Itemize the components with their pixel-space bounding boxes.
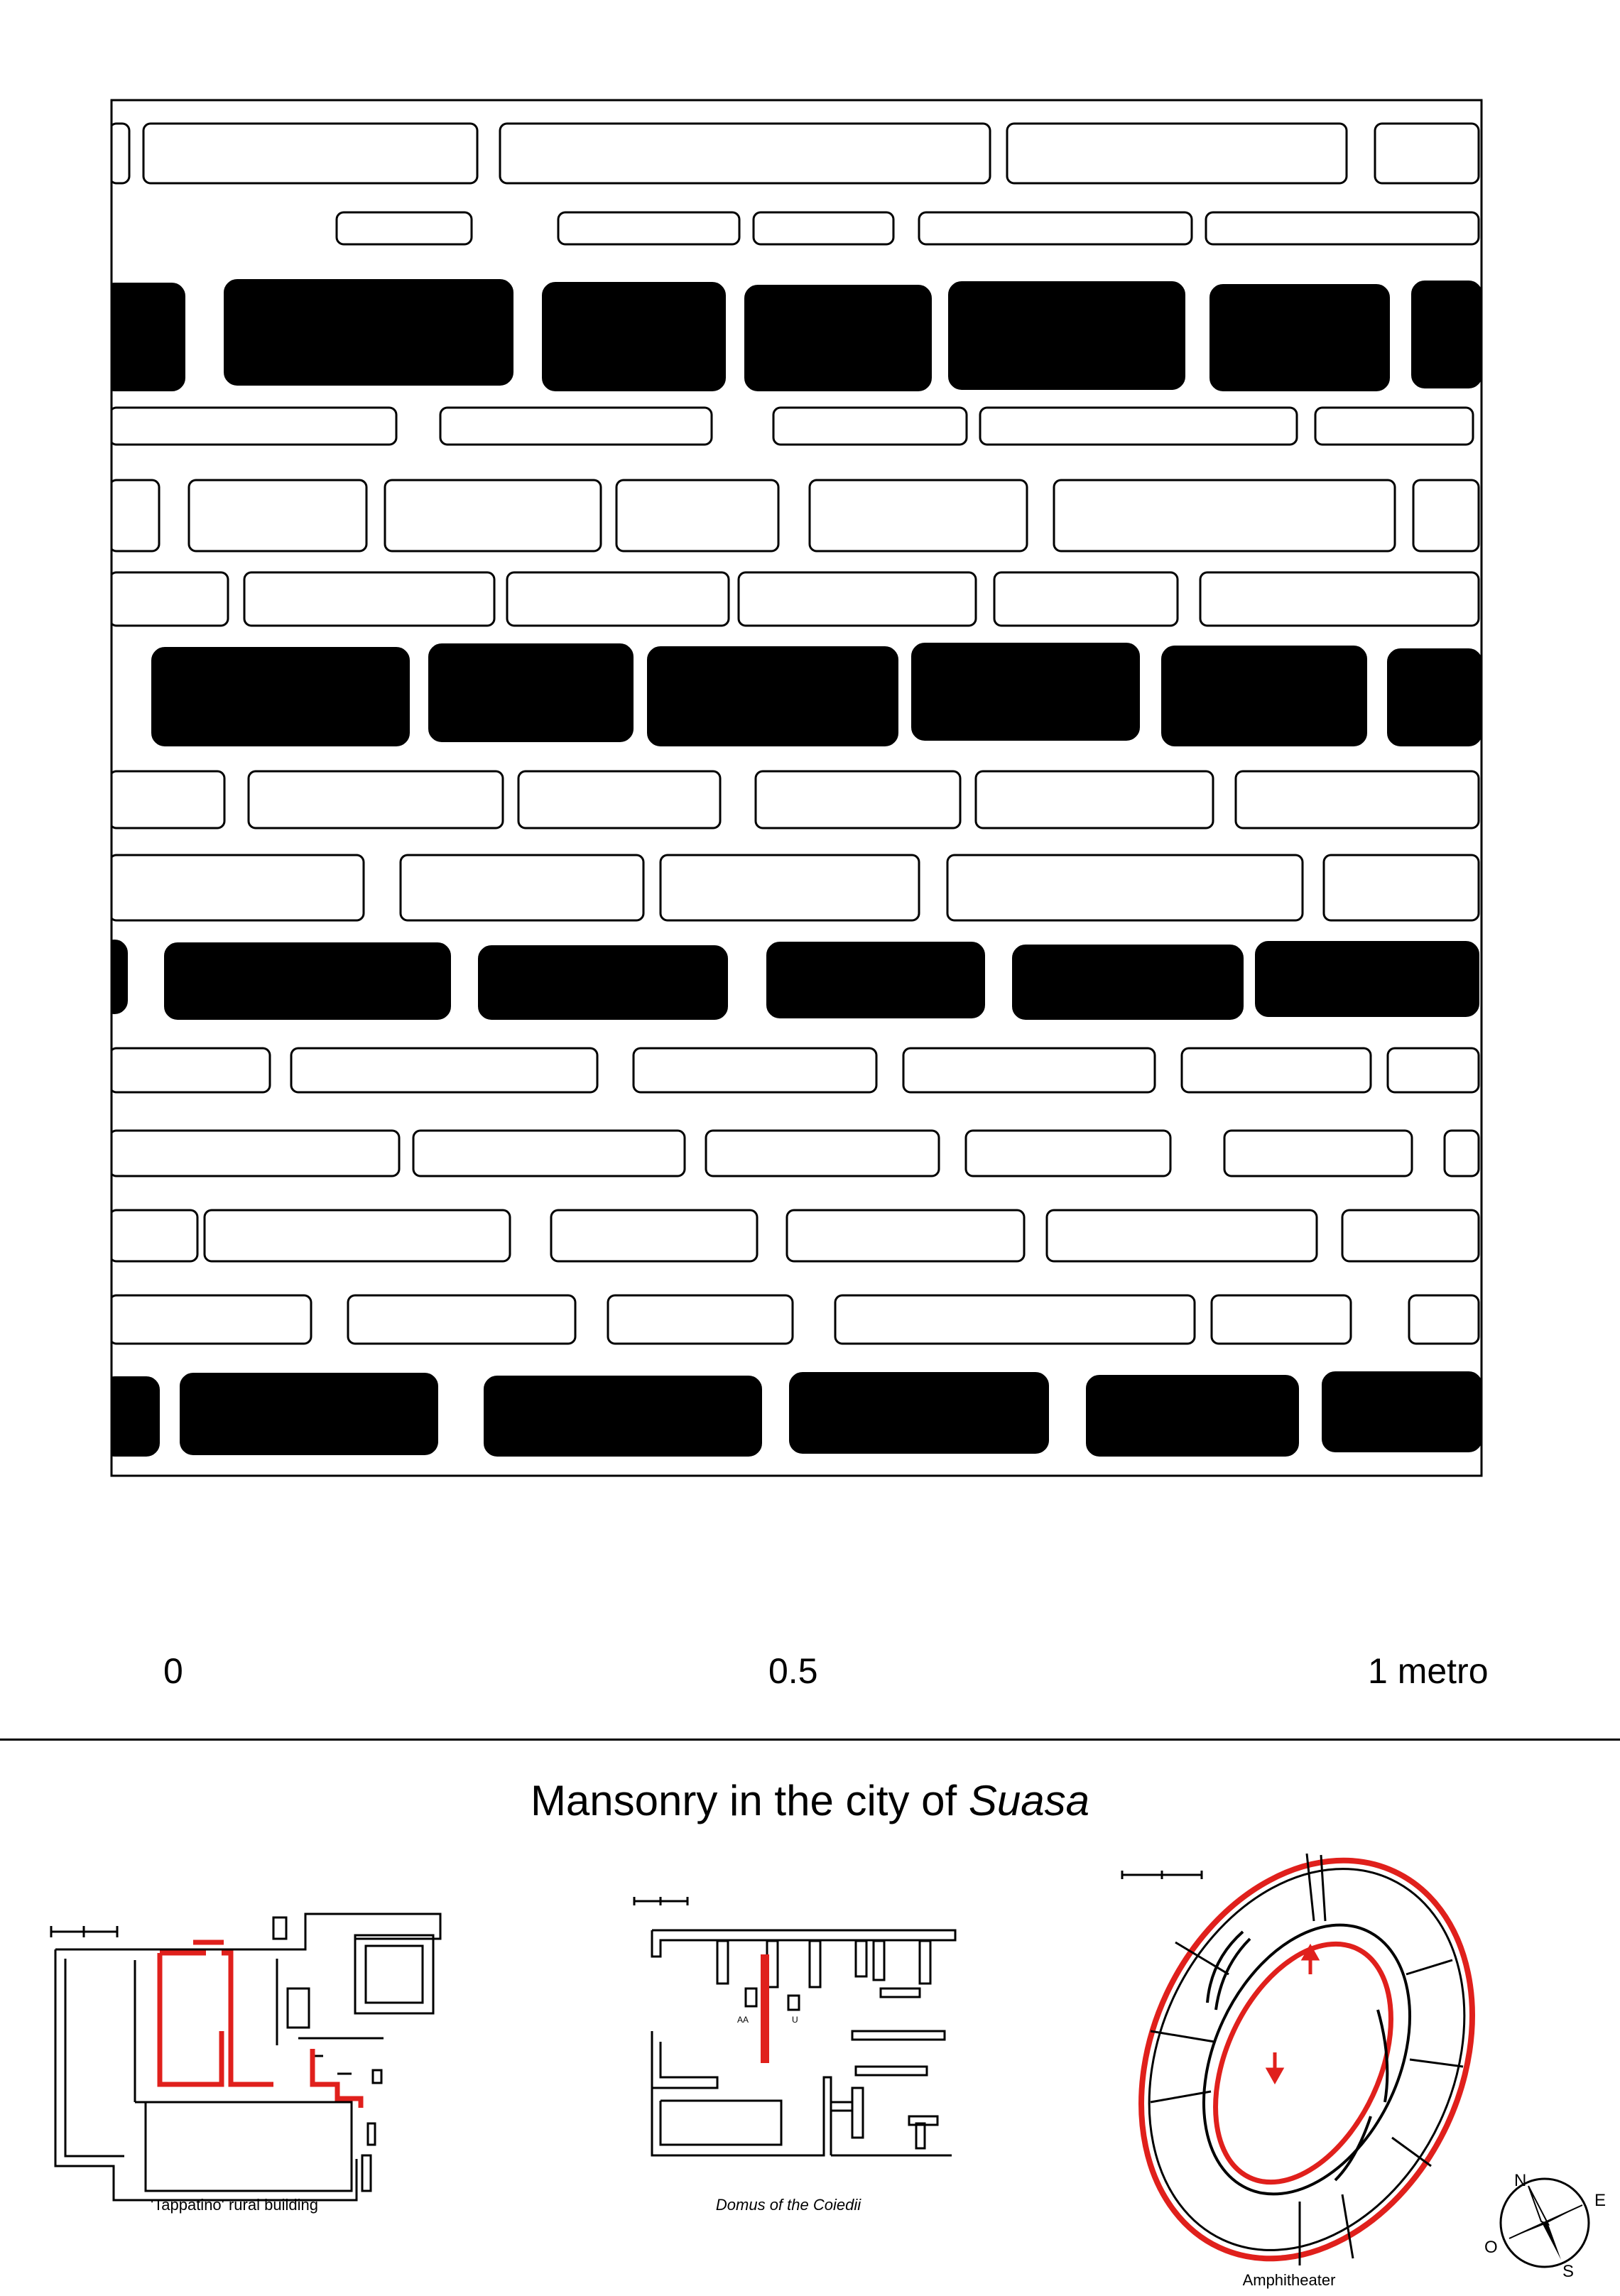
- stone-block: [787, 1210, 1024, 1261]
- amphitheater-scale-bar: [1122, 1871, 1202, 1879]
- stone-blocks: [102, 124, 1482, 1456]
- stone-block: [1200, 572, 1479, 626]
- dark-stone-block: [1412, 281, 1482, 388]
- room-label-aa: AA: [737, 2015, 749, 2025]
- stone-block: [994, 572, 1178, 626]
- dark-stone-block: [1388, 649, 1482, 746]
- tappatino-scale-bar: [51, 1926, 117, 1937]
- dark-stone-block: [224, 280, 513, 385]
- tappatino-caption: 'Tappatino' rural building: [151, 2196, 318, 2214]
- coiedii-caption: Domus of the Coiedii: [715, 2196, 861, 2214]
- stone-block: [1315, 408, 1473, 445]
- dark-stone-block: [429, 644, 633, 741]
- tappatino-highlighted-walls: [160, 1942, 361, 2108]
- stone-block: [966, 1131, 1170, 1176]
- stone-block: [1047, 1210, 1317, 1261]
- city-name: Suasa: [968, 1777, 1090, 1824]
- compass-letter-n: N: [1514, 2171, 1527, 2190]
- dark-stone-block: [790, 1373, 1048, 1453]
- stone-block: [291, 1048, 597, 1092]
- stone-block: [810, 480, 1027, 551]
- stone-block: [976, 771, 1213, 828]
- stone-block: [109, 1131, 399, 1176]
- stone-block: [773, 408, 967, 445]
- amphitheater-entrance-arrows: [1268, 1947, 1317, 2081]
- coiedii-plan: [634, 1897, 955, 2155]
- site-plans: [0, 1846, 1620, 2296]
- stone-block: [980, 408, 1297, 445]
- stone-block: [1182, 1048, 1371, 1092]
- dark-stone-block: [543, 283, 725, 391]
- stone-block: [205, 1210, 510, 1261]
- compass-letter-o: O: [1484, 2238, 1498, 2257]
- stone-block: [616, 480, 778, 551]
- stone-block: [1342, 1210, 1479, 1261]
- stone-block: [109, 480, 159, 551]
- stone-block: [1445, 1131, 1479, 1176]
- dark-stone-block: [1087, 1376, 1298, 1456]
- dark-stone-block: [648, 647, 898, 746]
- stone-block: [660, 855, 919, 920]
- dark-stone-block: [1210, 285, 1389, 391]
- stone-block: [189, 480, 366, 551]
- stone-block: [1413, 480, 1479, 551]
- coiedii-scale-bar: [634, 1897, 687, 1905]
- dark-stone-block: [745, 285, 931, 391]
- amphitheater-seating-remains: [1207, 1932, 1387, 2180]
- stone-block: [903, 1048, 1155, 1092]
- dark-stone-block: [1256, 942, 1479, 1016]
- amphitheater-caption: Amphitheater: [1242, 2271, 1336, 2289]
- compass-letter-s: S: [1562, 2262, 1575, 2281]
- stone-block: [1324, 855, 1479, 920]
- stone-block: [385, 480, 601, 551]
- dark-stone-block: [912, 643, 1139, 740]
- stone-block: [1206, 212, 1479, 244]
- dark-stone-block: [484, 1376, 761, 1456]
- page-title: Mansonry in the city of Suasa: [530, 1777, 1090, 1824]
- stone-block: [551, 1210, 757, 1261]
- stone-block: [413, 1131, 685, 1176]
- stone-block: [1375, 124, 1479, 183]
- stone-block: [754, 212, 893, 244]
- stone-block: [1409, 1295, 1479, 1344]
- tappatino-plan: [51, 1914, 440, 2200]
- scale-label-1-metro: 1 metro: [1368, 1651, 1489, 1691]
- stone-block: [109, 1210, 197, 1261]
- dark-stone-block: [479, 946, 727, 1019]
- dark-stone-block: [102, 283, 185, 391]
- stone-block: [1224, 1131, 1412, 1176]
- scale-label-0: 0: [163, 1651, 183, 1691]
- compass-rose: [1501, 2179, 1589, 2267]
- dark-stone-block: [1013, 945, 1243, 1019]
- stone-block: [109, 771, 224, 828]
- dark-stone-block: [180, 1373, 437, 1454]
- stone-block: [947, 855, 1303, 920]
- stone-block: [739, 572, 976, 626]
- stone-block: [518, 771, 720, 828]
- amphitheater-radial-passages: [1151, 1854, 1463, 2265]
- stone-block: [109, 408, 396, 445]
- dark-stone-block: [165, 943, 450, 1019]
- stone-block: [337, 212, 472, 244]
- dark-stone-block: [767, 942, 984, 1018]
- stone-block: [706, 1131, 939, 1176]
- stone-block: [401, 855, 643, 920]
- stone-block: [348, 1295, 575, 1344]
- stone-block: [500, 124, 990, 183]
- stone-block: [109, 1048, 270, 1092]
- stone-block: [440, 408, 712, 445]
- stone-block: [634, 1048, 876, 1092]
- stone-block: [143, 124, 477, 183]
- dark-stone-block: [152, 648, 409, 746]
- stone-block: [558, 212, 739, 244]
- scale-label-0-5: 0.5: [768, 1651, 818, 1691]
- dark-stone-block: [102, 940, 127, 1013]
- room-label-u: U: [792, 2015, 798, 2025]
- dark-stone-block: [1322, 1372, 1482, 1452]
- stone-block: [835, 1295, 1195, 1344]
- stone-block: [756, 771, 960, 828]
- stone-block: [1212, 1295, 1351, 1344]
- amphitheater-plan: [1079, 1846, 1535, 2296]
- stone-block: [1388, 1048, 1479, 1092]
- stone-block: [919, 212, 1192, 244]
- stone-block: [1236, 771, 1479, 828]
- stone-block: [1054, 480, 1395, 551]
- stone-block: [1007, 124, 1347, 183]
- stone-block: [249, 771, 503, 828]
- stone-block: [109, 855, 364, 920]
- stone-block: [608, 1295, 793, 1344]
- section-divider: [0, 1739, 1620, 1741]
- dark-stone-block: [1162, 646, 1366, 746]
- stone-block: [109, 1295, 311, 1344]
- stone-block: [507, 572, 729, 626]
- stone-block: [244, 572, 494, 626]
- amphitheater-outer-wall: [1079, 1846, 1535, 2296]
- compass-letter-e: E: [1594, 2191, 1607, 2210]
- dark-stone-block: [949, 282, 1185, 389]
- stone-block: [109, 572, 228, 626]
